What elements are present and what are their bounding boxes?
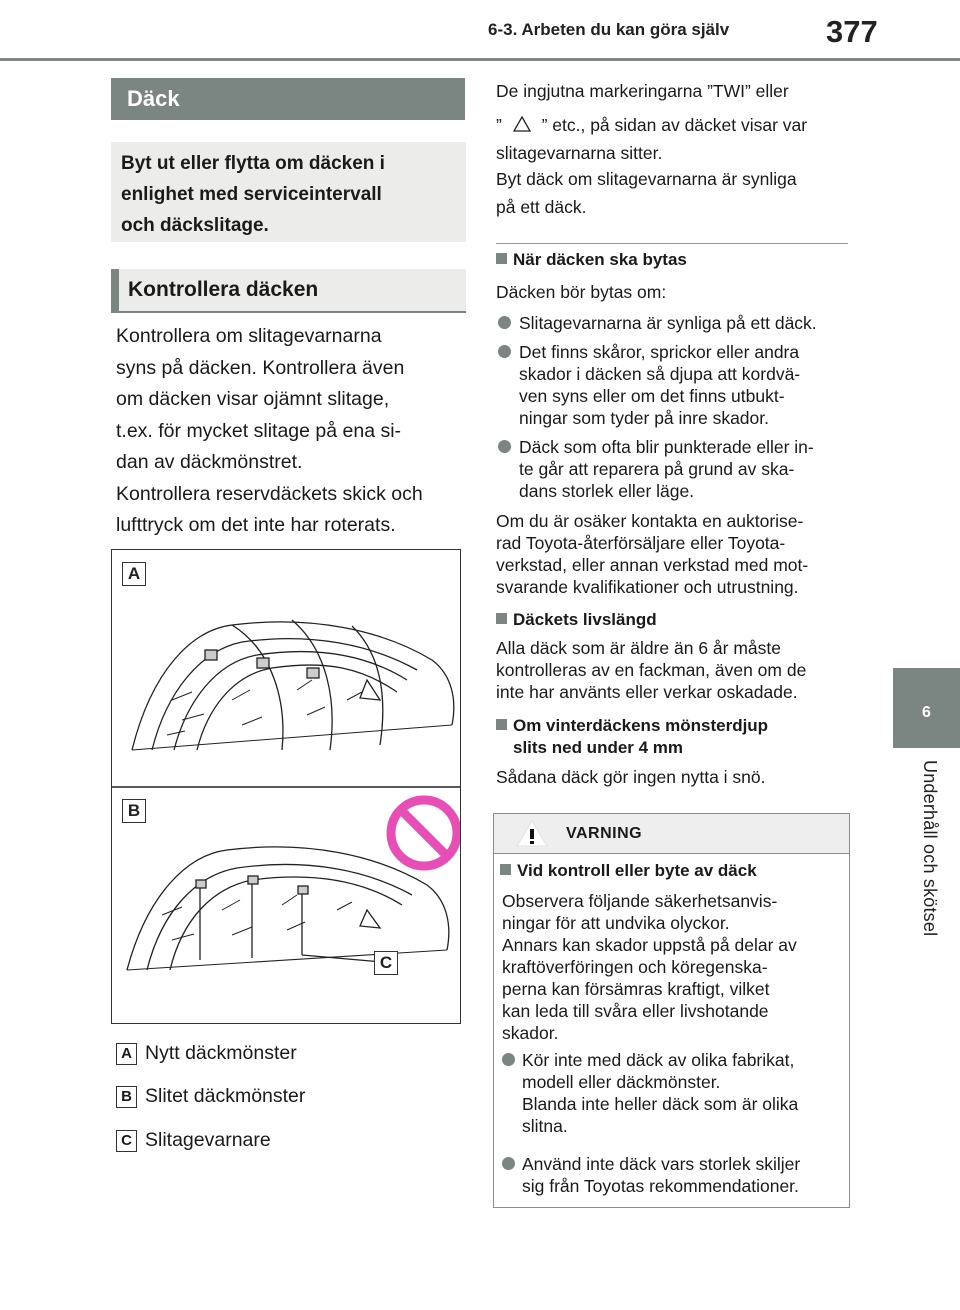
intro-line: enlighet med serviceintervall <box>121 184 382 205</box>
chapter-number: 6 <box>922 704 931 721</box>
legend-item <box>116 1042 297 1065</box>
chapter-tab <box>893 668 960 748</box>
tire-worn <box>127 847 449 970</box>
bullet-line: te går att reparera på grund av ska- <box>519 459 795 479</box>
subheading-winter <box>496 715 768 759</box>
figure-label-b: B <box>122 799 146 823</box>
section-body <box>116 321 466 542</box>
prohibition-icon <box>391 800 457 866</box>
subheading-text: Däckets livslängd <box>513 610 657 629</box>
twi-line: Byt däck om slitagevarnarna är synliga <box>496 169 797 189</box>
unsure-line: rad Toyota-återförsäljare eller Toyota- <box>496 533 786 553</box>
legend-key: B <box>116 1086 137 1108</box>
warning-bullet-line: Blanda inte heller däck som är olika <box>522 1094 799 1114</box>
replace-intro: Däcken bör bytas om: <box>496 282 667 302</box>
subheading-text: Om vinterdäckens mönsterdjup <box>513 716 769 735</box>
warning-bullet-line: slitna. <box>522 1116 568 1136</box>
unsure-line: Om du är osäker kontakta en auktorise- <box>496 511 804 531</box>
bullet-line: Det finns skåror, sprickor eller andra <box>519 342 800 362</box>
unsure-line: svarande kvalifikationer och utrustning. <box>496 577 799 597</box>
intro-line: och däckslitage. <box>121 215 269 236</box>
circle-bullet-icon <box>498 345 511 358</box>
square-bullet-icon <box>496 613 507 624</box>
warning-subheading-text: Vid kontroll eller byte av däck <box>517 861 757 880</box>
bullet-line: ven syns eller om det finns utbukt- <box>519 386 785 406</box>
twi-quote-open: ” <box>496 115 502 135</box>
running-header-section: 6-3. Arbeten du kan göra själv <box>488 20 730 39</box>
legend-key: C <box>116 1130 137 1152</box>
warning-line: kan leda till svåra eller livshotande <box>502 1001 769 1021</box>
bullet-line: skador i däcken så djupa att kordvä- <box>519 364 801 384</box>
page-title: Däck <box>111 78 465 120</box>
bullet-line: Slitagevarnarna är synliga på ett däck. <box>519 313 817 333</box>
warning-bullet-line: sig från Toyotas rekommendationer. <box>522 1176 799 1196</box>
warning-bullet-line: modell eller däckmönster. <box>522 1072 721 1092</box>
body-line: Kontrollera om slitagevarnarna <box>116 325 382 347</box>
warning-line: Annars kan skador uppstå på delar av <box>502 935 797 955</box>
warning-header <box>494 814 849 854</box>
warning-line: kraftöverföringen och köregenska- <box>502 957 768 977</box>
bullet-line: Däck som ofta blir punkterade eller in- <box>519 437 814 457</box>
bullet-item <box>496 341 851 429</box>
unsure-line: verkstad, eller annan verkstad med mot- <box>496 555 809 575</box>
section-heading-bar <box>111 269 119 313</box>
subheading-life <box>496 610 657 630</box>
circle-bullet-icon <box>502 1053 515 1066</box>
divider <box>496 243 848 244</box>
chapter-label: Underhåll och skötsel <box>920 760 940 937</box>
body-line: om däcken visar ojämnt slitage, <box>116 388 390 410</box>
warning-triangle-icon <box>516 819 548 847</box>
body-line: dan av däckmönstret. <box>116 451 303 473</box>
tire-drawing <box>112 550 461 1024</box>
warning-box <box>493 813 850 1208</box>
body-line: Kontrollera reservdäckets skick och <box>116 482 423 505</box>
life-line: kontrolleras av en fackman, även om de <box>496 660 807 680</box>
figure-label-c: C <box>374 951 398 975</box>
legend-item <box>116 1129 271 1152</box>
square-bullet-icon <box>500 864 511 875</box>
subheading-text: slits ned under 4 mm <box>513 738 684 757</box>
legend-text: Slitagevarnare <box>145 1129 271 1151</box>
twi-line: slitagevarnarna sitter. <box>496 143 663 163</box>
tire-new <box>132 620 454 750</box>
bullet-line: ningar som tyder på inre skador. <box>519 408 769 428</box>
tire-illustration <box>111 549 461 1024</box>
legend-text: Slitet däckmönster <box>145 1085 306 1107</box>
warning-text <box>502 890 842 1044</box>
unsure-paragraph <box>496 510 851 598</box>
legend-item <box>116 1085 305 1108</box>
wear-indicator-triangle-icon <box>513 116 531 132</box>
circle-bullet-icon <box>502 1157 515 1170</box>
bullet-item <box>496 436 851 502</box>
life-line: Alla däck som är äldre än 6 år måste <box>496 638 781 658</box>
life-paragraph <box>496 637 851 703</box>
square-bullet-icon <box>496 719 507 730</box>
legend-key: A <box>116 1043 137 1065</box>
section-heading <box>111 269 466 313</box>
twi-paragraph <box>496 76 851 222</box>
figure-label-a: A <box>122 562 146 586</box>
warning-bullet <box>500 1153 840 1197</box>
twi-line-rest: ” etc., på sidan av däcket visar var <box>541 115 808 135</box>
twi-line: De ingjutna markeringarna ”TWI” eller <box>496 81 789 101</box>
body-line: t.ex. för mycket slitage på ena si- <box>116 419 402 442</box>
twi-line <box>496 110 851 140</box>
warning-bullet-line: Använd inte däck vars storlek skiljer <box>522 1154 801 1174</box>
warning-title: VARNING <box>566 825 643 842</box>
intro-box <box>111 142 466 242</box>
body-line: lufttryck om det inte har roterats. <box>116 514 396 536</box>
bullet-item <box>496 312 851 334</box>
warning-bullet-line: Kör inte med däck av olika fabrikat, <box>522 1050 795 1070</box>
intro-line: Byt ut eller flytta om däcken i <box>121 153 385 174</box>
bullet-line: dans storlek eller läge. <box>519 481 695 501</box>
twi-line: på ett däck. <box>496 197 587 217</box>
page-number: 377 <box>826 14 878 49</box>
section-heading-text: Kontrollera däcken <box>128 278 319 301</box>
square-bullet-icon <box>496 253 507 264</box>
circle-bullet-icon <box>498 316 511 329</box>
legend-text: Nytt däckmönster <box>145 1042 297 1064</box>
body-line: syns på däcken. Kontrollera även <box>116 356 405 379</box>
warning-subheading <box>500 861 757 881</box>
warning-line: skador. <box>502 1023 559 1043</box>
warning-bullet <box>500 1049 840 1137</box>
subheading-text: När däcken ska bytas <box>513 250 687 269</box>
subheading-replace <box>496 250 687 270</box>
header-rule <box>0 58 960 61</box>
life-line: inte har använts eller verkar oskadade. <box>496 682 798 702</box>
circle-bullet-icon <box>498 440 511 453</box>
warning-line: ningar för att undvika olyckor. <box>502 913 730 933</box>
winter-text: Sådana däck gör ingen nytta i snö. <box>496 767 766 787</box>
warning-line: perna kan försämras kraftigt, vilket <box>502 979 770 999</box>
warning-line: Observera följande säkerhetsanvis- <box>502 891 778 911</box>
